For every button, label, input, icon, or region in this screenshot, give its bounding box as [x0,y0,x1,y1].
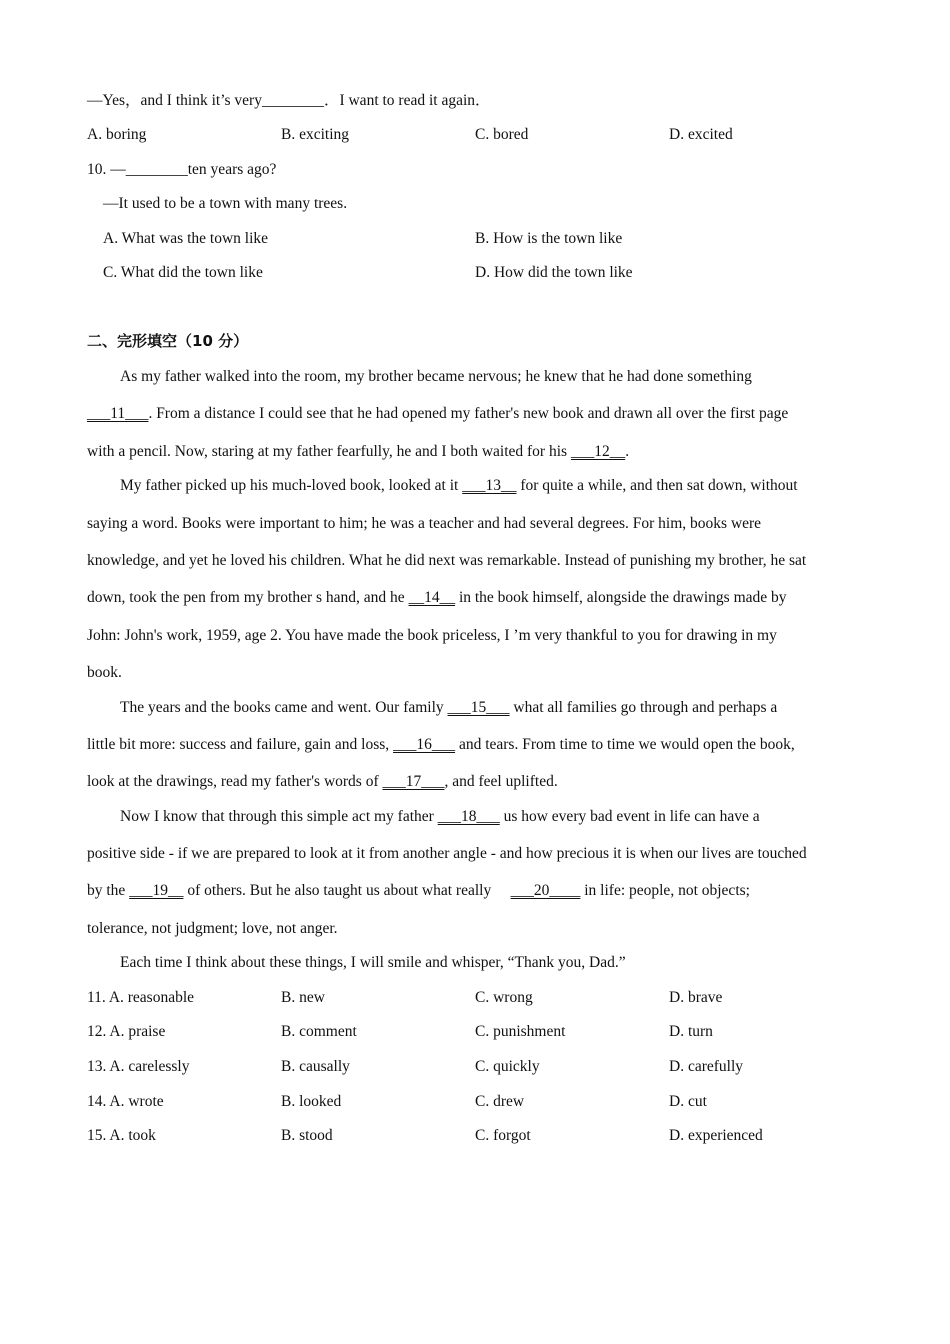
passage-line [120,476,798,496]
q9-option-a: A. boring [87,126,147,143]
cloze-blank: ___19__ [129,882,184,899]
passage-text: . From a distance I could see that he had opened my father's new book and drawn all over the first page [148,405,789,422]
passage-line [87,551,806,571]
choice-option: C. wrong [475,989,533,1006]
passage-line [87,919,338,939]
q10-option-a: A. What was the town like [103,230,269,247]
cloze-blank: ___18___ [437,808,500,825]
passage-line [87,588,787,608]
passage-text: look at the drawings, read my father's words of [87,773,383,790]
cloze-blank: ___15___ [447,699,510,716]
q10-stem-blank: ________ [125,161,188,178]
cloze-blank: ___17___ [382,773,445,790]
choice-option: B. stood [281,1127,333,1144]
passage-text: As my father walked into the room, my brother became nervous; he knew that he had done something [120,368,752,385]
choice-option: D. experienced [669,1127,763,1144]
choice-option: B. comment [281,1023,357,1040]
passage-line [87,404,788,424]
passage-text: of others. But he also taught us about what really [183,882,511,899]
passage-line [120,367,752,387]
q10-option-d: D. How did the town like [475,264,633,281]
cloze-blank: ___20____ [510,882,581,899]
choice-option: B. looked [281,1093,342,1110]
passage-text: Now I know that through this simple act my father [120,808,438,825]
passage-line [87,663,122,683]
q10-stem-suffix: ten years ago? [187,161,277,178]
q9-stem-suffix: ．I want to read it again． [323,92,491,109]
passage-text: down, took the pen from my brother s hand, and he [87,589,409,606]
passage-text: John: John's work, 1959, age 2. You have made the book priceless, I ’m very thankful to you for drawing in my [87,627,777,644]
passage-text: and tears. From time to time we would open the book, [455,736,795,753]
passage-text: in the book himself, alongside the drawings made by [455,589,787,606]
passage-text: in life: people, not objects; [580,882,750,899]
passage-text: for quite a while, and then sat down, without [516,477,798,494]
choice-option: C. quickly [475,1058,540,1075]
q9-stem [87,91,491,111]
cloze-blank: ___11___ [87,405,149,422]
passage-line [87,514,761,534]
cloze-blank: ___12__ [570,443,626,460]
q9-option-c: C. bored [475,126,529,143]
q9-option-d: D. excited [669,126,733,143]
choice-option: D. brave [669,989,723,1006]
choice-option: 15. A. took [87,1127,156,1144]
q9-stem-blank: ________ [261,92,324,109]
q10-option-c: C. What did the town like [103,264,263,281]
q10-stem-prefix: 10. — [87,161,126,178]
passage-line [120,807,760,827]
passage-text: little bit more: success and failure, gain and loss, [87,736,394,753]
choice-option: D. carefully [669,1058,744,1075]
passage-line [120,698,777,718]
passage-text: by the [87,882,130,899]
choice-option: 11. A. reasonable [87,989,195,1006]
q10-stem [87,160,276,180]
passage-line [87,772,558,792]
passage-text: tolerance, not judgment; love, not anger. [87,920,338,937]
choice-option: C. punishment [475,1023,566,1040]
passage-text: Each time I think about these things, I will smile and whisper, “Thank you, Dad.” [120,954,626,971]
choice-option: C. drew [475,1093,525,1110]
passage-text: saying a word. Books were important to him; he was a teacher and had several degrees. For him, books were [87,515,762,532]
choice-option: 12. A. praise [87,1023,166,1040]
section-heading: 二、完形填空（10 分） [87,332,249,350]
choice-option: D. cut [669,1093,707,1110]
q10-option-b: B. How is the town like [475,230,623,247]
passage-line [87,881,750,901]
q10-reply: —It used to be a town with many trees. [103,195,348,212]
choice-option: D. turn [669,1023,713,1040]
cloze-blank: ___13__ [462,477,517,494]
passage-line [87,844,807,864]
passage-text: , and feel uplifted. [444,773,558,790]
passage-line [87,626,777,646]
passage-text: knowledge, and yet he loved his children. What he did next was remarkable. Instead of punishing my brother, he sat [87,552,807,569]
passage-line [87,735,795,755]
passage-text: book. [87,664,122,681]
passage-text: what all families go through and perhaps a [509,699,778,716]
choice-option: C. forgot [475,1127,531,1144]
passage-line [120,953,626,973]
passage-text: with a pencil. Now, staring at my father fearfully, he and I both waited for his [87,443,571,460]
cloze-blank: __14__ [408,589,456,606]
cloze-blank: ___16___ [393,736,456,753]
passage-line [87,442,629,462]
choice-option: 13. A. carelessly [87,1058,190,1075]
choice-option: B. new [281,989,325,1006]
q9-option-b: B. exciting [281,126,350,143]
passage-text: My father picked up his much-loved book, looked at it [120,477,463,494]
passage-text: The years and the books came and went. Our family [120,699,448,716]
q9-stem-prefix: —Yes，and I think it’s very [87,92,262,109]
choice-option: B. causally [281,1058,350,1075]
passage-text: . [625,443,630,460]
choice-option: 14. A. wrote [87,1093,164,1110]
passage-text: us how every bad event in life can have a [499,808,760,825]
passage-text: positive side - if we are prepared to look at it from another angle - and how precious it is when our lives are touched [87,845,807,862]
